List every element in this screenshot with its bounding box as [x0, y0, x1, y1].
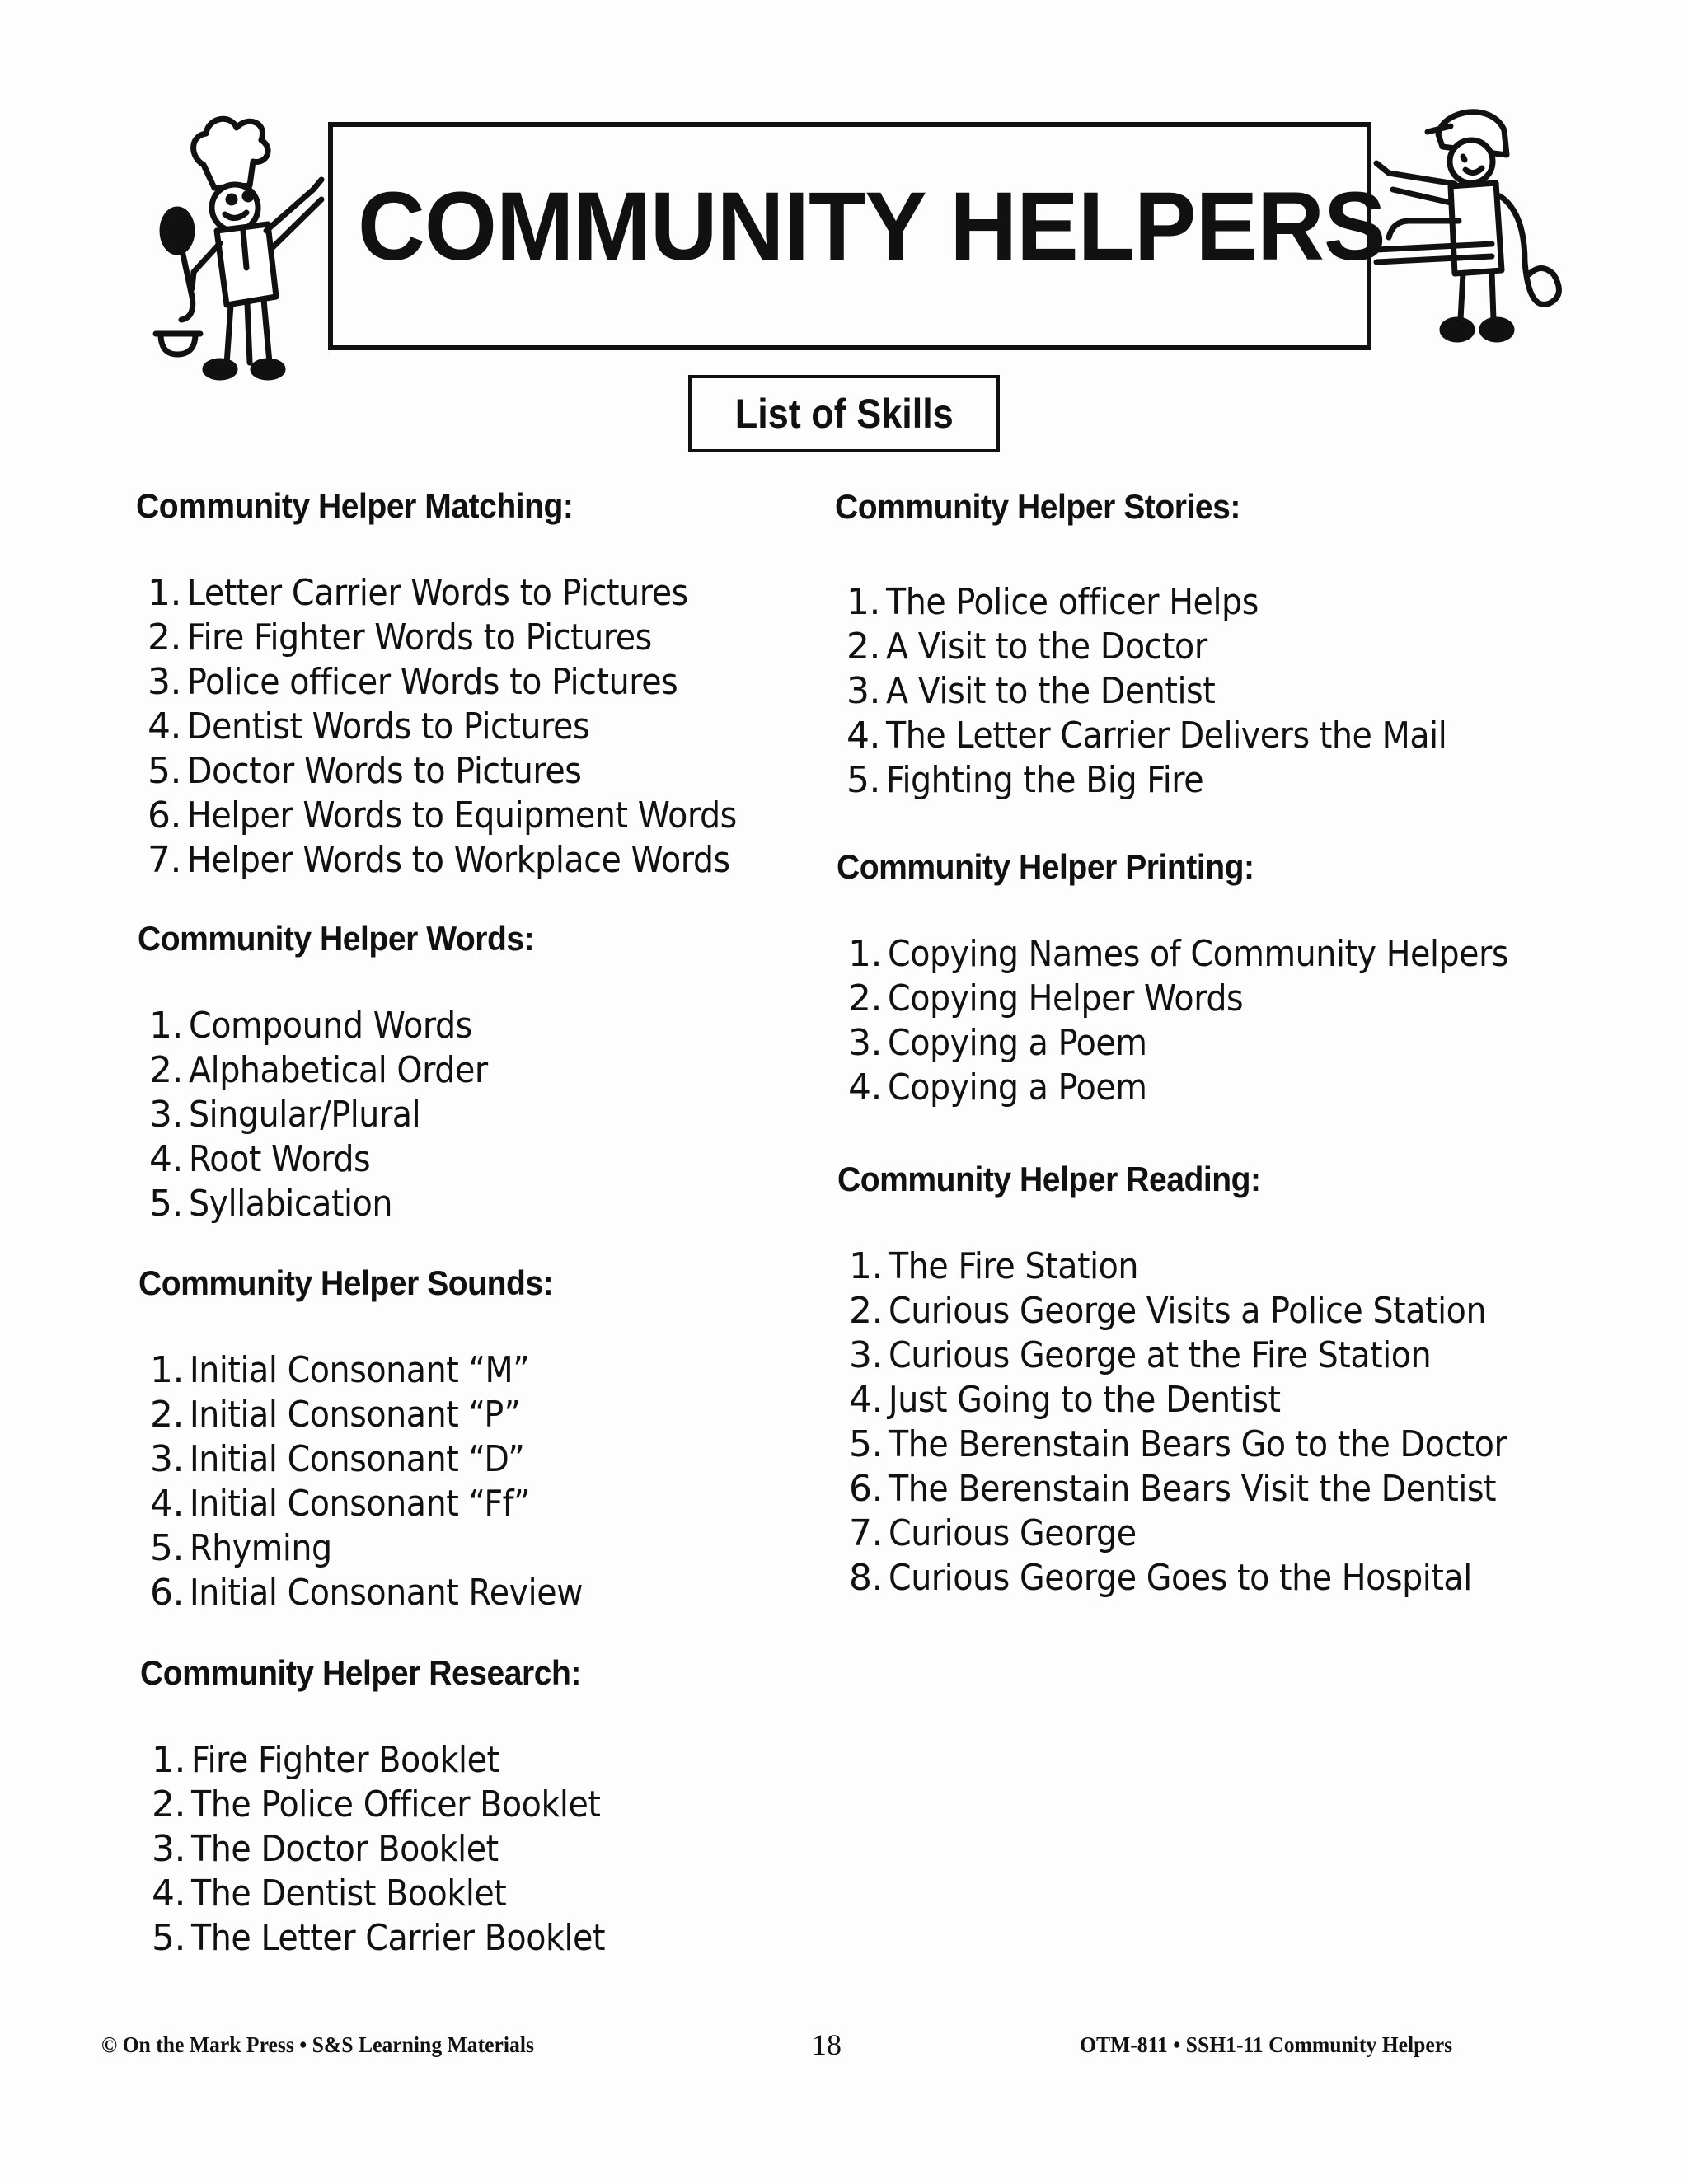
- page-title: COMMUNITY HELPERS: [358, 172, 1386, 281]
- list-item: 5. The Berenstain Bears Go to the Doctor: [849, 1423, 1507, 1465]
- skill-list: [138, 1348, 626, 1615]
- list-item: 2. Alphabetical Order: [149, 1049, 488, 1091]
- list-item: 5. Rhyming: [150, 1527, 332, 1569]
- skill-list: [835, 580, 1509, 803]
- list-item: 5. Doctor Words to Pictures: [148, 750, 582, 792]
- page-footer: [0, 2028, 1688, 2065]
- list-item: 3. Curious George at the Fire Station: [849, 1334, 1432, 1376]
- list-item: 2. Copying Helper Words: [848, 977, 1244, 1019]
- section-sounds: [138, 1261, 626, 1615]
- list-item: 7. Curious George: [849, 1512, 1137, 1554]
- list-item: 3. Police officer Words to Pictures: [148, 661, 678, 703]
- section-matching: [136, 484, 798, 883]
- skill-list: [136, 571, 798, 883]
- skill-list: [138, 1004, 564, 1226]
- list-item: 4. The Dentist Booklet: [152, 1872, 507, 1915]
- section-stories: [835, 485, 1509, 803]
- list-item: 4. Copying a Poem: [848, 1066, 1147, 1108]
- skill-list: [837, 1244, 1576, 1601]
- list-item: 3. Initial Consonant “D”: [150, 1438, 525, 1480]
- list-item: 1. The Fire Station: [849, 1245, 1139, 1287]
- list-item: 4. Root Words: [149, 1138, 371, 1180]
- list-of-skills-label: [688, 375, 1000, 452]
- section-words: [138, 916, 564, 1226]
- firefighter-icon: [1360, 97, 1566, 353]
- list-item: 1. Copying Names of Community Helpers: [848, 933, 1509, 975]
- list-item: 4. The Letter Carrier Delivers the Mail: [846, 715, 1447, 757]
- list-item: 1. Initial Consonant “M”: [150, 1349, 530, 1391]
- list-item: 2. A Visit to the Doctor: [846, 626, 1207, 668]
- section-heading: Community Helper Stories:: [835, 487, 1240, 526]
- list-item: 4. Dentist Words to Pictures: [148, 705, 590, 748]
- section-reading: [837, 1157, 1576, 1601]
- list-item: 8. Curious George Goes to the Hospital: [849, 1557, 1472, 1599]
- list-item: 7. Helper Words to Workplace Words: [148, 839, 730, 881]
- list-item: 5. Fighting the Big Fire: [846, 759, 1204, 801]
- copyright-notice: © On the Mark Press • S&S Learning Materials: [101, 2032, 534, 2057]
- list-item: 1. Letter Carrier Words to Pictures: [148, 572, 688, 614]
- skill-list: [837, 932, 1578, 1110]
- chef-icon: [144, 107, 342, 387]
- list-item: 5. Syllabication: [149, 1183, 393, 1225]
- list-item: 1. Fire Fighter Booklet: [152, 1739, 499, 1781]
- list-item: 4. Initial Consonant “Ff”: [150, 1483, 531, 1525]
- section-heading: Community Helper Sounds:: [138, 1263, 554, 1302]
- section-heading: Community Helper Reading:: [837, 1160, 1261, 1198]
- section-printing: [837, 845, 1578, 1110]
- list-item: 3. A Visit to the Dentist: [846, 670, 1216, 712]
- list-item: 3. Singular/Plural: [149, 1094, 421, 1136]
- section-research: [140, 1651, 651, 1961]
- section-heading: Community Helper Research:: [140, 1653, 581, 1692]
- section-heading: Community Helper Words:: [138, 919, 535, 958]
- list-item: 2. The Police Officer Booklet: [152, 1783, 601, 1825]
- subtitle: List of Skills: [734, 391, 954, 437]
- list-item: 4. Just Going to the Dentist: [849, 1379, 1281, 1421]
- title-banner: [328, 122, 1386, 350]
- list-item: 6. The Berenstain Bears Visit the Dentist: [849, 1468, 1497, 1510]
- list-item: 2. Fire Fighter Words to Pictures: [148, 616, 652, 658]
- page-number: 18: [812, 2028, 842, 2061]
- list-item: 5. The Letter Carrier Booklet: [152, 1917, 606, 1959]
- list-item: 1. Compound Words: [149, 1005, 472, 1047]
- section-heading: Community Helper Matching:: [136, 486, 574, 525]
- list-item: 3. The Doctor Booklet: [152, 1828, 499, 1870]
- skill-list: [140, 1738, 651, 1961]
- list-item: 6. Helper Words to Equipment Words: [148, 794, 737, 837]
- list-item: 2. Initial Consonant “P”: [150, 1394, 521, 1436]
- product-code: OTM-811 • SSH1-11 Community Helpers: [1080, 2032, 1453, 2057]
- list-item: 6. Initial Consonant Review: [150, 1572, 584, 1614]
- list-item: 3. Copying a Poem: [848, 1022, 1147, 1064]
- list-item: 1. The Police officer Helps: [846, 581, 1259, 623]
- section-heading: Community Helper Printing:: [837, 847, 1254, 886]
- list-item: 2. Curious George Visits a Police Station: [849, 1290, 1487, 1332]
